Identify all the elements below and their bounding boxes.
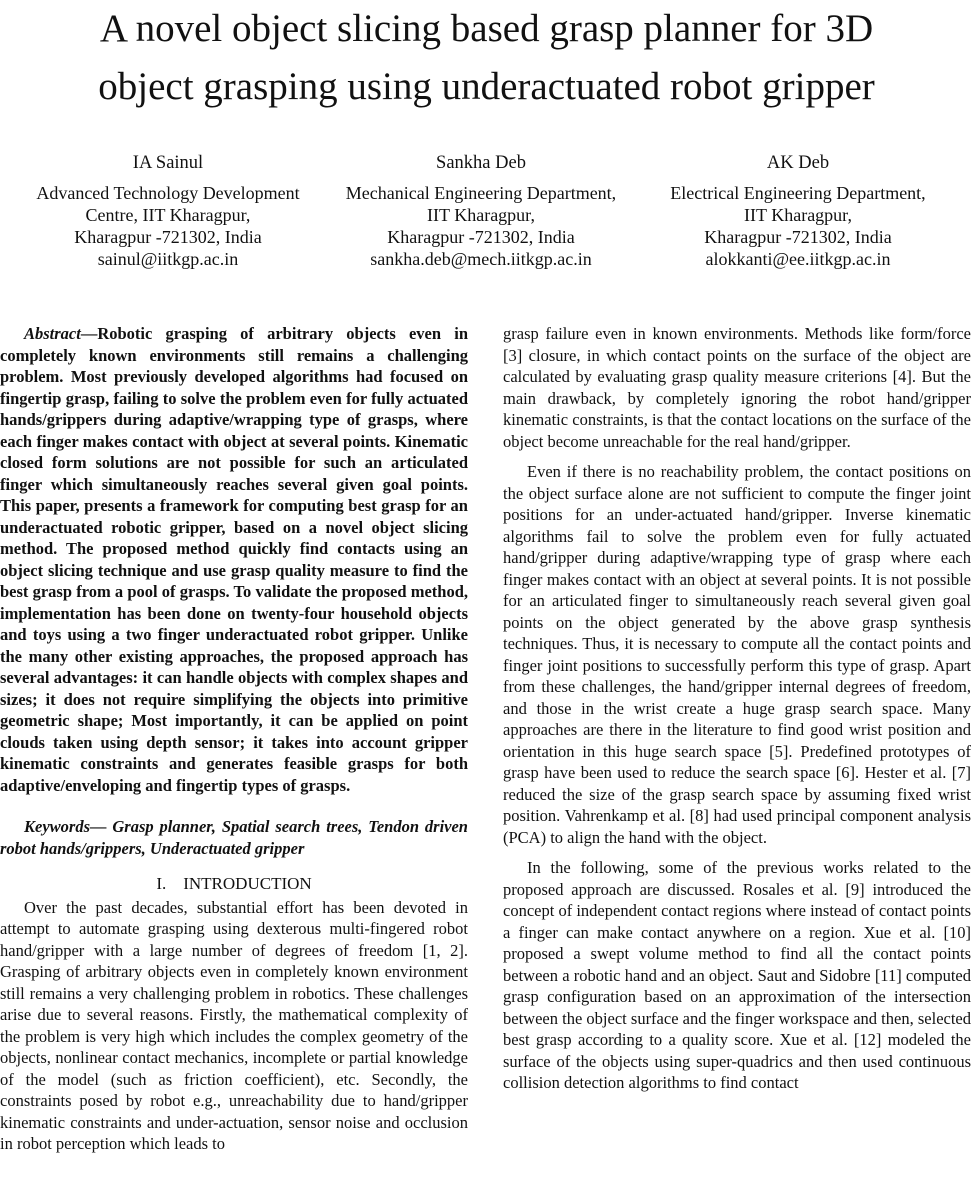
author-affiliation-line: Electrical Engineering Department, xyxy=(670,183,926,203)
abstract-text: —Robotic grasping of arbitrary objects even in completely known environments still remains a challenging problem. Most previously developed algorithms had focused on fingertip grasp, failing to solve the problem even for fully actuated hands/grippers during adaptive/wrapping type of grasps, where each finger makes contact with object at several points. Kinematic closed form solutions are not possible for such an articulated finger which simultaneously reaches several given goal points. This paper, presents a framework for computing best grasp for an underactuated robotic gripper, based on a novel object slicing method. The proposed method quickly find contacts using an object slicing technique and use grasp quality measure to find the best grasp from a pool of grasps. To validate the proposed method, implementation has been done on twenty-four household objects and toys using a two finger underactuated robot gripper. Unlike the many other existing approaches, the proposed approach has several advantages: it can handle objects with complex shapes and sizes; it does not require simplifying the objects into primitive geometric shape; Most importantly, it can be applied on point clouds taken using depth sensor; it takes into account gripper kinematic constraints and generates feasible grasps for both adaptive/enveloping and fingertip types of grasps. xyxy=(0,324,468,795)
body-paragraph-3: In the following, some of the previous works related to the proposed approach are discussed. Rosales et al. [9] introduced the concept of independent contact regions where instead of contact points a finger can make contact anywhere on a region. Xue et al. [10] proposed a swept volume method to find all the contact points between a robotic hand and an object. Saut and Sidobre [11] computed grasp configuration based on an approximation of the intersection between the object surface and the finger workspace and then, selected best grasp according to a quality score. Xue et al. [12] modeled the surface of the objects using super-quadrics and then used continuous collision detection algorithms to find contact xyxy=(503,858,971,1092)
body-paragraph-1: grasp failure even in known environments. Methods like form/force [3] closure, in which contact points on the surface of the object are calculated by evaluating grasp quality measure criterions [4]. But the main drawback, by completely ignoring the robot hand/gripper kinematic constraints, is that the contact locations on the surface of the object become unreachable for the real hand/gripper. xyxy=(503,324,971,451)
author-affiliation-line: Kharagpur -721302, India xyxy=(704,227,892,247)
intro-paragraph-1: Over the past decades, substantial effort has been devoted in attempt to automate grasping using dexterous multi-fingered robot hand/gripper with a large number of degrees of freedom [1, 2]. Grasping of arbitrary objects even in completely known environment still remains a very challenging problem in robotics. These challenges arise due to several reasons. Firstly, the mathematical complexity of the problem is very high which includes the complex geometry of the objects, nonlinear contact mechanics, incomplete or partial knowledge of the model (such as friction coefficient), etc. Secondly, the constraints posed by robot e.g., unreachability due to hand/gripper kinematic constraints and under-actuation, sensor noise and occlusion in robot perception which leads to xyxy=(0,897,468,1153)
author-block-1 xyxy=(18,152,318,270)
author-affiliation-line: Kharagpur -721302, India xyxy=(74,227,262,247)
author-affiliation-line: Advanced Technology Development xyxy=(36,183,300,203)
abstract-label: Abstract xyxy=(24,324,81,343)
author-email: sainul@iitkgp.ac.in xyxy=(97,249,239,269)
keywords-label: Keywords xyxy=(24,817,90,836)
author-affiliation-line: Centre, IIT Kharagpur, xyxy=(85,205,251,225)
author-affiliation-line: IIT Kharagpur, xyxy=(427,205,535,225)
author-block-2 xyxy=(331,152,631,270)
author-affiliation-line: Mechanical Engineering Department, xyxy=(345,183,617,203)
section-heading-introduction: I. INTRODUCTION xyxy=(156,874,312,893)
author-affiliation-line: Kharagpur -721302, India xyxy=(387,227,575,247)
author-affiliation-line: IIT Kharagpur, xyxy=(744,205,852,225)
title-line-1: A novel object slicing based grasp planner for 3D xyxy=(99,7,874,50)
author-name: AK Deb xyxy=(766,153,830,173)
body-paragraph-2: Even if there is no reachability problem, the contact positions on the object surface alone are not sufficient to compute the finger joint positions for an under-actuated hand/gripper. Inverse kinematic algorithms fail to solve the problem even for fully actuated hand/gripper during adaptive/wrapping type of grasp where each finger makes contact with an object at several points. It is not possible for an articulated finger to simultaneously reach several given goal points on the object generated by the above grasp synthesis techniques. Thus, it is necessary to compute all the contact points and finger joint positions to successfully perform this type of grasp. Apart from these challenges, the hand/gripper internal degrees of freedom, and those in the wrist create a huge grasp search space. Many approaches are there in the literature to find good wrist position and orientation in this huge search space [5]. Predefined prototypes of grasp have been used to reduce the search space [6]. Hester et al. [7] reduced the size of the grasp search space by assuming fixed wrist position. Vahrenkamp et al. [8] had used principal component analysis (PCA) to align the hand with the object. xyxy=(503,462,971,847)
author-block-3 xyxy=(648,152,948,270)
author-email: alokkanti@ee.iitkgp.ac.in xyxy=(705,249,891,269)
keywords-text: — Grasp planner, Spatial search trees, Tendon driven robot hands/grippers, Underactuated gripper xyxy=(0,817,468,858)
left-column xyxy=(0,323,468,1155)
paper-title xyxy=(0,0,973,116)
author-name: Sankha Deb xyxy=(436,153,526,173)
author-email: sankha.deb@mech.iitkgp.ac.in xyxy=(370,249,592,269)
abstract xyxy=(0,323,468,796)
keywords xyxy=(0,816,468,859)
right-column xyxy=(503,323,971,1094)
title-line-2: object grasping using underactuated robot gripper xyxy=(98,65,875,108)
author-name: IA Sainul xyxy=(132,153,204,173)
